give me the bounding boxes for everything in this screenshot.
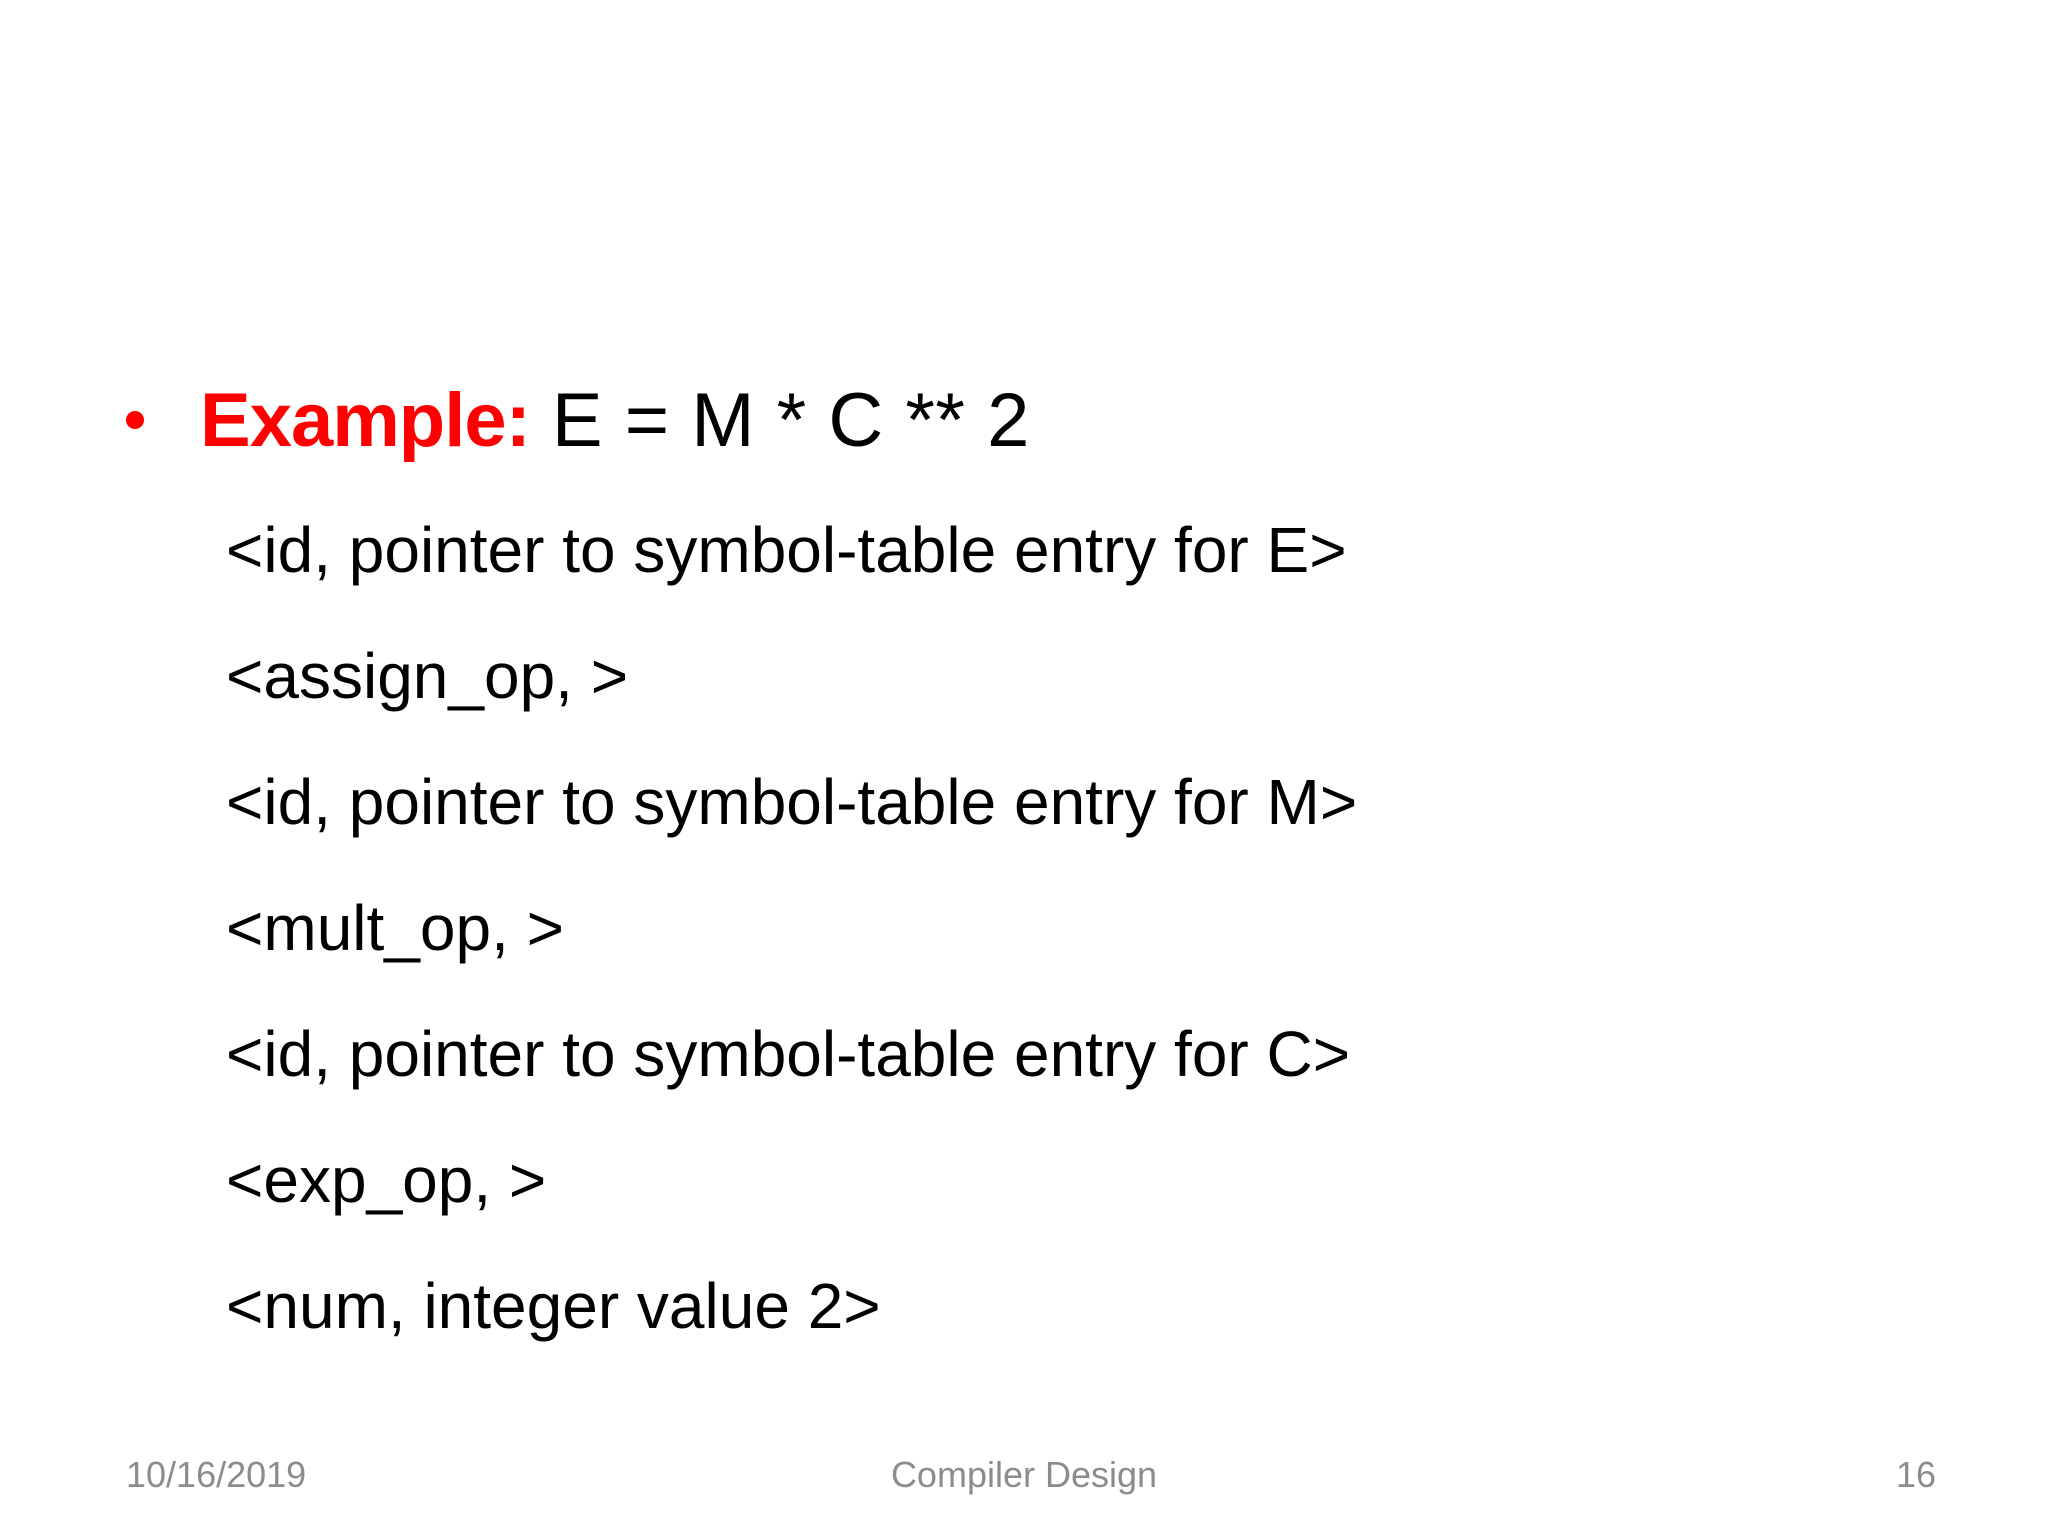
- footer-page-number: 16: [1895, 1454, 1936, 1495]
- token-list: [226, 500, 1357, 1382]
- token-item: <id, pointer to symbol-table entry for C>: [226, 1018, 1351, 1090]
- token-item: <num, integer value 2>: [226, 1270, 881, 1342]
- footer-title: Compiler Design: [890, 1454, 1158, 1495]
- token-item: <assign_op, >: [226, 640, 629, 712]
- example-bullet: [126, 370, 1030, 470]
- example-expression: E = M * C ** 2: [551, 377, 1030, 463]
- token-item: <id, pointer to symbol-table entry for M>: [226, 766, 1358, 838]
- token-item: <exp_op, >: [226, 1144, 547, 1216]
- example-label: Example:: [200, 377, 530, 463]
- token-item: <mult_op, >: [226, 892, 564, 964]
- token-item: <id, pointer to symbol-table entry for E>: [226, 514, 1347, 586]
- footer-date: 10/16/2019: [126, 1454, 307, 1495]
- bullet-dot-icon: [126, 411, 144, 429]
